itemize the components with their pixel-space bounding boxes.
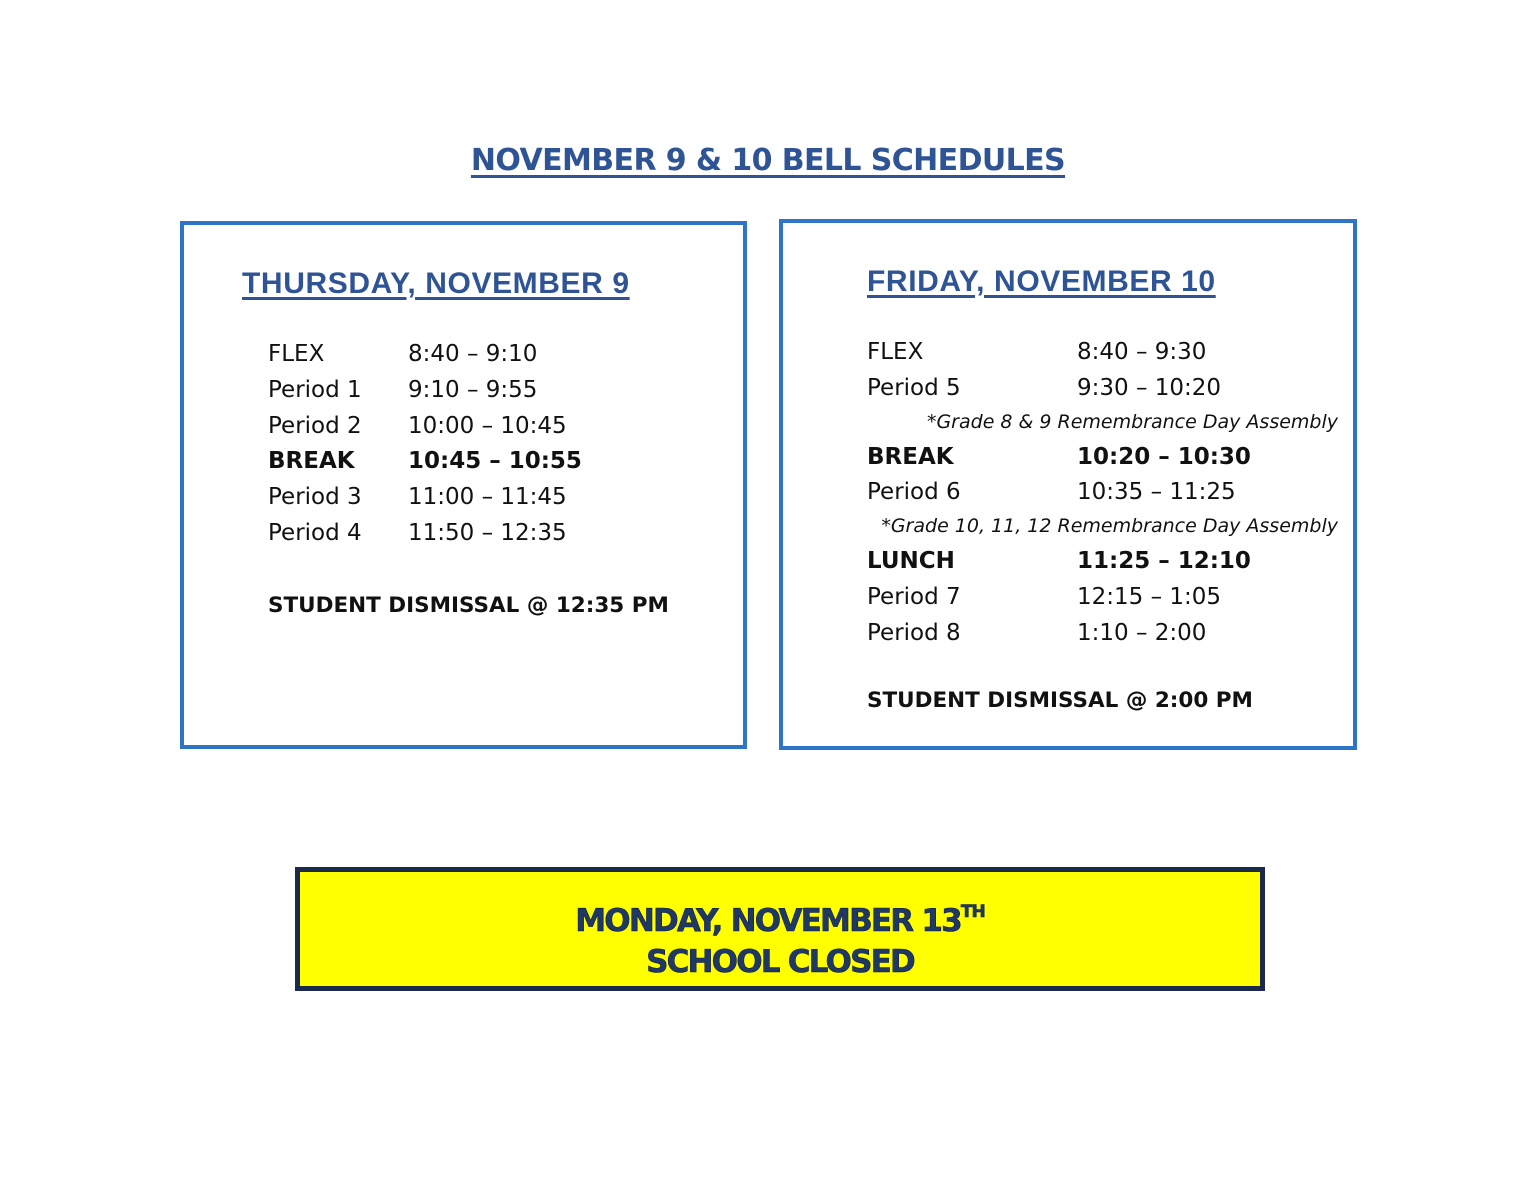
period-time: 10:35 – 11:25 — [1077, 479, 1236, 506]
friday-dismissal: STUDENT DISMISSAL @ 2:00 PM — [867, 688, 1253, 713]
period-label: Period 2 — [268, 412, 362, 439]
closure-date — [300, 887, 1260, 937]
closure-date-text: MONDAY, NOVEMBER 13 — [575, 903, 961, 939]
period-label: Period 3 — [268, 484, 362, 511]
period-time: 9:10 – 9:55 — [408, 376, 538, 403]
period-time: 11:50 – 12:35 — [408, 519, 567, 546]
friday-schedule-box — [779, 219, 1357, 750]
period-label: FLEX — [867, 339, 924, 365]
closure-message: SCHOOL CLOSED — [646, 944, 914, 980]
thursday-heading: THURSDAY, NOVEMBER 9 — [242, 267, 630, 300]
period-time: 8:40 – 9:30 — [1077, 339, 1207, 365]
period-label: LUNCH — [867, 548, 955, 575]
period-time: 12:15 – 1:05 — [1077, 583, 1222, 610]
school-closed-banner — [295, 867, 1265, 991]
period-label: Period 5 — [867, 374, 961, 401]
period-label: Period 4 — [268, 519, 362, 546]
period-label: BREAK — [268, 448, 355, 475]
period-label: Period 8 — [867, 619, 961, 646]
period-label: Period 7 — [867, 583, 961, 610]
period-time: 1:10 – 2:00 — [1077, 619, 1207, 646]
thursday-schedule-box — [180, 221, 747, 749]
period-time: 11:25 – 12:10 — [1077, 548, 1251, 575]
period-label: BREAK — [867, 443, 954, 470]
period-time: 9:30 – 10:20 — [1077, 374, 1222, 401]
period-time: 10:00 – 10:45 — [408, 412, 567, 439]
period-label: FLEX — [268, 341, 325, 367]
period-label: Period 1 — [268, 376, 362, 403]
friday-heading: FRIDAY, NOVEMBER 10 — [867, 265, 1216, 298]
period-time: 11:00 – 11:45 — [408, 484, 567, 511]
assembly-note-text: *Grade 10, 11, 12 Remembrance Day Assembly — [881, 515, 1338, 538]
period-label: Period 6 — [867, 479, 961, 506]
period-time: 10:45 – 10:55 — [408, 448, 582, 475]
closure-date-suffix: TH — [960, 902, 985, 922]
assembly-note-text: *Grade 8 & 9 Remembrance Day Assembly — [926, 410, 1338, 433]
period-time: 8:40 – 9:10 — [408, 341, 538, 367]
page-title: NOVEMBER 9 & 10 BELL SCHEDULES — [470, 143, 1066, 178]
thursday-dismissal: STUDENT DISMISSAL @ 12:35 PM — [268, 593, 669, 618]
period-time: 10:20 – 10:30 — [1077, 443, 1251, 470]
